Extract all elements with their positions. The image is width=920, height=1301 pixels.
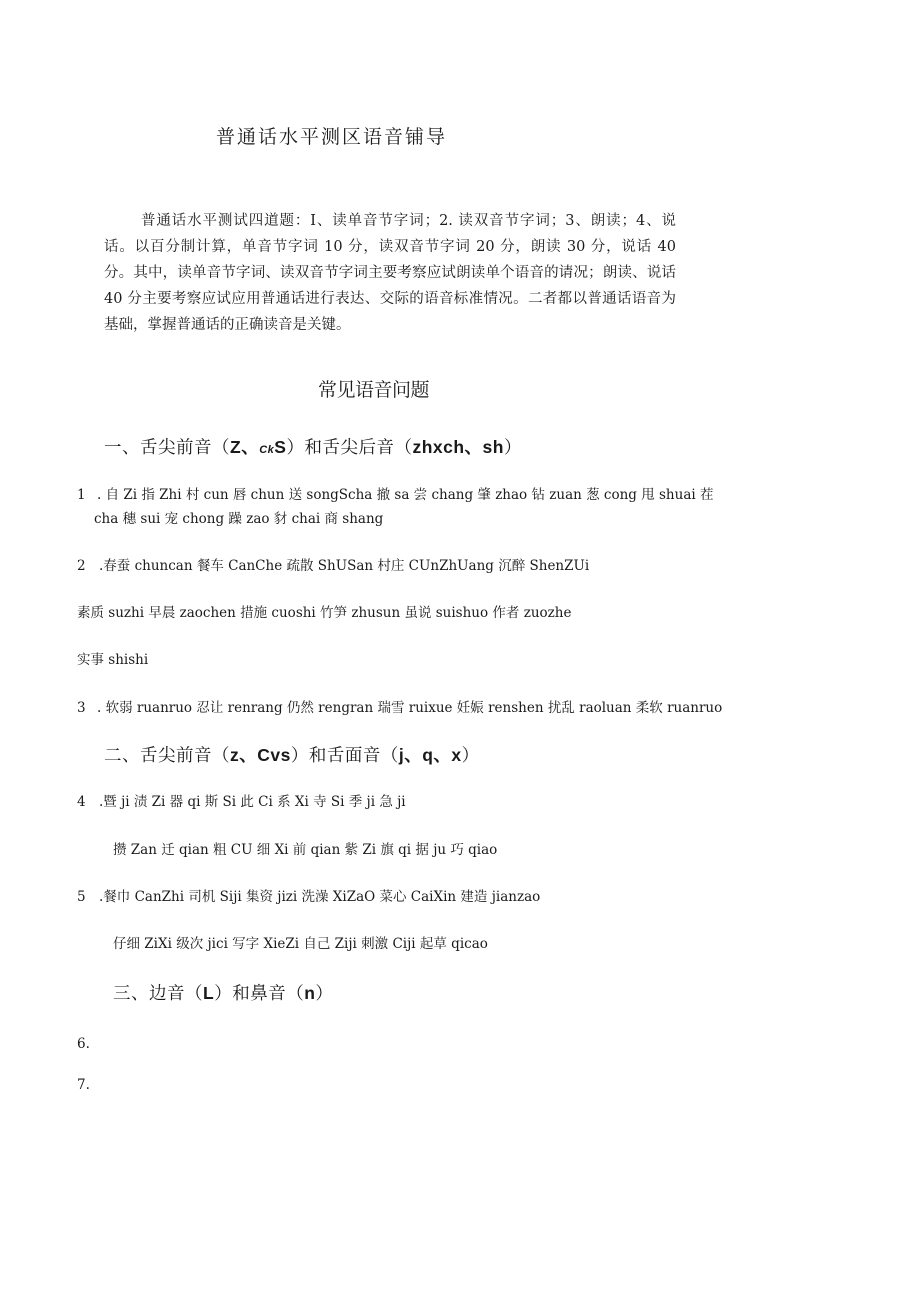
heading-3-suffix: ） bbox=[315, 984, 334, 1004]
list-item-5-line-2: 仔细 ZiXi 级次 jici 写字 XieZi 自己 Ziji 刺激 Ciji 起草 qicao bbox=[113, 936, 488, 952]
intro-text: 普通话水平测试四道题：I、读单音节字词；2. 读双音节字词；3、朗读；4、说话。以百分制计算，单音节字词 10 分，读双音节字词 20 分，朗读 30 分，说话 40 分。其中，读单音节字词、读双音节字词主要考察应试朗读单个语音的请况；朗读、说话 40 分主要考察应试应用普通话进行表达、交际的语音标准情况。二者都以普通话语音为基础，掌握普通话的正确读音是关键。 bbox=[104, 213, 676, 333]
list-item-2-line-2: 素质 suzhi 早晨 zaochen 措施 cuoshi 竹笋 zhusun 虽说 suishuo 作者 zuozhe bbox=[77, 605, 572, 621]
list-item-5 bbox=[77, 885, 540, 909]
list-item-3-number: 3 bbox=[77, 700, 86, 716]
list-item-1 bbox=[77, 483, 713, 507]
list-item-7: 7. bbox=[77, 1077, 90, 1093]
heading-2-prefix: 二、舌尖前音（ bbox=[104, 746, 230, 766]
heading-1-latin-a: Z、 bbox=[230, 437, 260, 457]
heading-3 bbox=[113, 980, 333, 1005]
heading-1 bbox=[104, 434, 522, 459]
list-item-2-line-3: 实事 shishi bbox=[77, 652, 149, 668]
list-item-1-line-1: . 自 Zi 指 Zhi 村 cun 唇 chun 送 songScha 撤 sa 尝 chang 肇 zhao 钻 zuan 葱 cong 甩 shuai 茬 bbox=[97, 487, 714, 503]
heading-3-middle: ）和鼻音（ bbox=[214, 984, 305, 1004]
list-item-5-number: 5 bbox=[77, 889, 86, 905]
intro-paragraph bbox=[104, 208, 676, 338]
heading-2-suffix: ） bbox=[461, 746, 480, 766]
heading-3-latin-b: n bbox=[304, 983, 316, 1003]
heading-2-middle: ）和舌面音（ bbox=[290, 746, 399, 766]
heading-1-prefix: 一、舌尖前音（ bbox=[104, 438, 230, 458]
list-item-6: 6. bbox=[77, 1036, 90, 1052]
list-item-3-line-1: . 软弱 ruanruo 忍让 renrang 仍然 rengran 瑞雪 ruixue 妊娠 renshen 扰乱 raoluan 柔软 ruanruo bbox=[97, 700, 723, 716]
list-item-4-number: 4 bbox=[77, 794, 86, 810]
list-item-3 bbox=[77, 696, 722, 720]
heading-1-latin-small: Ck bbox=[259, 444, 275, 456]
document-title: 普通话水平测区语音铺导 bbox=[216, 126, 448, 148]
heading-3-prefix: 三、边音（ bbox=[113, 984, 203, 1004]
heading-1-latin-c: zhxch、sh bbox=[412, 437, 504, 457]
section-title: 常见语音问题 bbox=[318, 379, 430, 401]
heading-1-latin-b: S bbox=[274, 437, 287, 457]
list-item-2 bbox=[77, 554, 589, 578]
list-item-2-line-1: .春蚕 chuncan 餐车 CanChe 疏散 ShUSan 村庄 CUnZhUang 沉醉 ShenZUi bbox=[99, 558, 590, 574]
list-item-2-number: 2 bbox=[77, 558, 86, 574]
list-item-4-line-1: .暨 ji 渍 Zi 器 qi 斯 Si 此 Ci 系 Xi 寺 Si 季 ji 急 ji bbox=[99, 794, 406, 810]
heading-1-middle: ）和舌尖后音（ bbox=[286, 438, 413, 458]
heading-2 bbox=[104, 742, 480, 767]
list-item-4-line-2: 攒 Zan 迁 qian 粗 CU 细 Xi 前 qian 紫 Zi 旗 qi 据 ju 巧 qiao bbox=[113, 842, 498, 858]
heading-2-latin-b: j、q、x bbox=[398, 745, 462, 765]
list-item-1-continuation: cha 穗 sui 宠 chong 躁 zao 豺 chai 商 shang bbox=[94, 511, 384, 527]
heading-3-latin-a: L bbox=[203, 983, 215, 1003]
list-item-5-line-1: .餐巾 CanZhi 司机 Siji 集资 jizi 洗澡 XiZaO 菜心 CaiXin 建造 jianzao bbox=[99, 889, 541, 905]
heading-1-suffix: ） bbox=[503, 438, 522, 458]
list-item-4 bbox=[77, 790, 406, 814]
list-item-1-number: 1 bbox=[77, 487, 86, 503]
heading-2-latin-a: z、Cvs bbox=[230, 745, 291, 765]
